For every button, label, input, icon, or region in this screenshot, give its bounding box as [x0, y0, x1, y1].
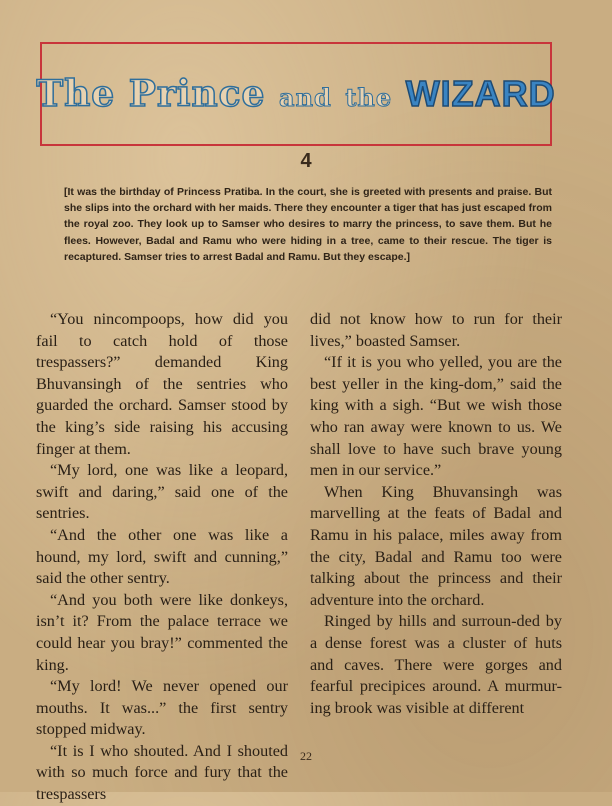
paragraph: “My lord, one was like a leopard, swift and daring,” said one of the sentries.: [36, 461, 288, 523]
title-word-the-2: the: [345, 83, 393, 112]
title-word-prince: Prince: [128, 73, 266, 115]
title-frame: [36, 42, 556, 146]
right-column: [310, 309, 562, 719]
recap-summary: [It was the birthday of Princess Pratiba. In the court, she is greeted with presents and praise. But she slips into the orchard with her maids. There they encounter a tiger that has just escaped from the royal zoo. They look up to Samser who desires to marry the princess, to save them. But he flees. However, Badal and Ramu who were hiding in a tree, came to their rescue. The tiger is recaptured. Samser tries to arrest Badal and Ramu. But they escape.]: [64, 186, 552, 263]
title-word-and: and: [279, 83, 332, 112]
title-word-wizard: WIZARD: [405, 73, 556, 114]
page-number: 22: [300, 749, 312, 763]
paragraph: When King Bhuvansingh was marvelling at the feats of Badal and Ramu in his palace, miles away from the city, Badal and Ramu too were talking about the princess and their adventure into the orchard.: [310, 482, 562, 609]
chapter-number: 4: [300, 150, 312, 172]
paragraph: Ringed by hills and surroun-ded by a dense forest was a cluster of huts and caves. There were gorges and fearful precipices around. A murmur-ing brook was visible at different: [310, 612, 562, 717]
paragraph: “My lord! We never opened our mouths. It was...” the first sentry stopped midway.: [36, 677, 288, 739]
paragraph: “And you both were like donkeys, isn’t it? From the palace terrace we could hear you bray!” commented the king.: [36, 590, 288, 674]
paragraph: “You nincompoops, how did you fail to catch hold of those trespassers?” demanded King Bhuvansingh of the sentries who guarded the orchard. Samser stood by the king’s side raising his accusing finger at them.: [36, 310, 288, 458]
paragraph: “It is I who shouted. And I shouted with so much force and fury that the trespassers: [36, 741, 288, 804]
left-column: [36, 309, 288, 806]
paragraph: “If it is you who yelled, you are the best yeller in the king-dom,” said the king with a sigh. “But we wish those who ran away were known to us. We shall love to have such brave young men in our service.”: [310, 353, 562, 480]
paragraph: “And the other one was like a hound, my lord, swift and cunning,” said the other sentry.: [36, 525, 288, 588]
paragraph: did not know how to run for their lives,” boasted Samser.: [310, 310, 562, 350]
title-word-the: The: [36, 73, 116, 115]
story-title: [36, 73, 556, 115]
